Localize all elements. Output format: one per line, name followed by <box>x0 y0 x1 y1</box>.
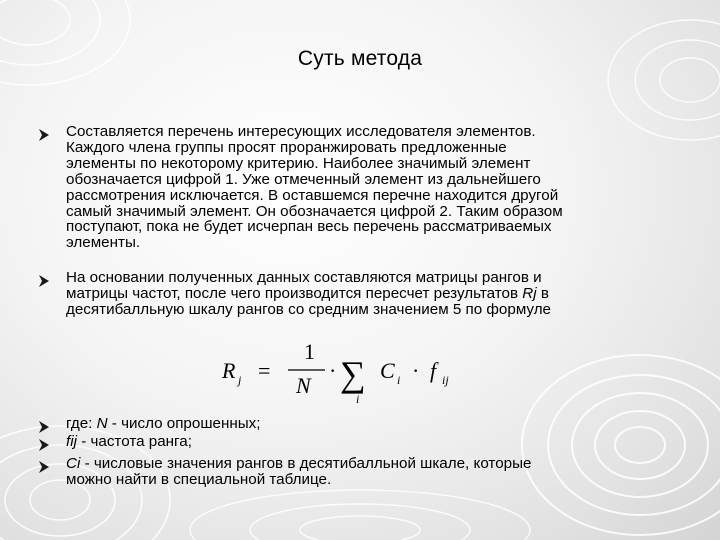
formula-sum: ∑ <box>340 354 366 394</box>
text-line: поступают, пока не будет исчерпан весь перечень рассматриваемых <box>66 218 552 236</box>
text-line: элементы по некоторому критерию. Наиболее значимый элемент <box>66 154 531 172</box>
text-line <box>66 286 666 302</box>
text-line: Составляется перечень интересующих исследователя элементов. <box>66 123 536 140</box>
formula-r-subscript: j <box>238 373 242 387</box>
formula-sum-subscript: i <box>356 392 360 406</box>
formula-f: f <box>430 358 437 383</box>
variable-ci: Ci <box>66 455 81 472</box>
arrowhead-bullet-icon <box>38 461 50 473</box>
formula-f-subscript: ij <box>442 373 449 387</box>
arrowhead-bullet-icon <box>38 421 50 433</box>
text-line: На основании полученных данных составляются матрицы рангов и <box>66 269 542 286</box>
formula-numerator: 1 <box>304 339 315 364</box>
text-span: - числовые значения рангов в десятибалльной шкале, которые <box>80 455 532 472</box>
slide-title: Суть метода <box>297 47 423 70</box>
formula-dot: · <box>412 358 420 383</box>
formula-equals: = <box>258 358 271 383</box>
variable-rj: Rj <box>522 284 537 302</box>
formula-dot: · <box>329 358 337 383</box>
note-n <box>66 416 666 432</box>
arrowhead-bullet-icon <box>38 129 50 141</box>
text-line: Каждого члена группы просят проранжировать предложенные <box>66 138 507 156</box>
formula-c: C <box>380 358 395 383</box>
variable-fij: fij <box>66 433 77 450</box>
text-line: самый значимый элемент. Он обозначается цифрой 2. Таким образом <box>66 202 563 220</box>
formula-denominator: N <box>296 373 311 398</box>
text-line <box>66 456 666 472</box>
text-span: - частота ранга; <box>76 433 192 450</box>
formula-c-subscript: i <box>397 373 401 387</box>
text-line: элементы. <box>66 234 141 252</box>
note-fij <box>66 434 666 450</box>
bullet-ranking-procedure <box>66 124 666 251</box>
arrowhead-bullet-icon <box>38 439 50 451</box>
text-line: десятибалльную шкалу рангов со средним значением 5 по формуле <box>66 300 551 318</box>
text-span: в <box>536 284 549 302</box>
text-span: где: <box>66 415 97 432</box>
variable-n: N <box>96 415 108 432</box>
text-span: - число опрошенных; <box>107 415 261 432</box>
arrowhead-bullet-icon <box>38 275 50 287</box>
bullet-matrices <box>66 270 666 318</box>
text-line: можно найти в специальной таблице. <box>66 470 332 488</box>
text-line: рассмотрения исключается. В оставшемся перечне находится другой <box>66 186 559 204</box>
note-ci <box>66 456 666 488</box>
text-line: обозначается цифрой 1. Уже отмеченный элемент из дальнейшего <box>66 170 541 188</box>
ranking-formula <box>220 337 480 407</box>
formula-r: R <box>222 358 236 383</box>
text-span: матрицы частот, после чего производится пересчет результатов <box>66 284 523 302</box>
